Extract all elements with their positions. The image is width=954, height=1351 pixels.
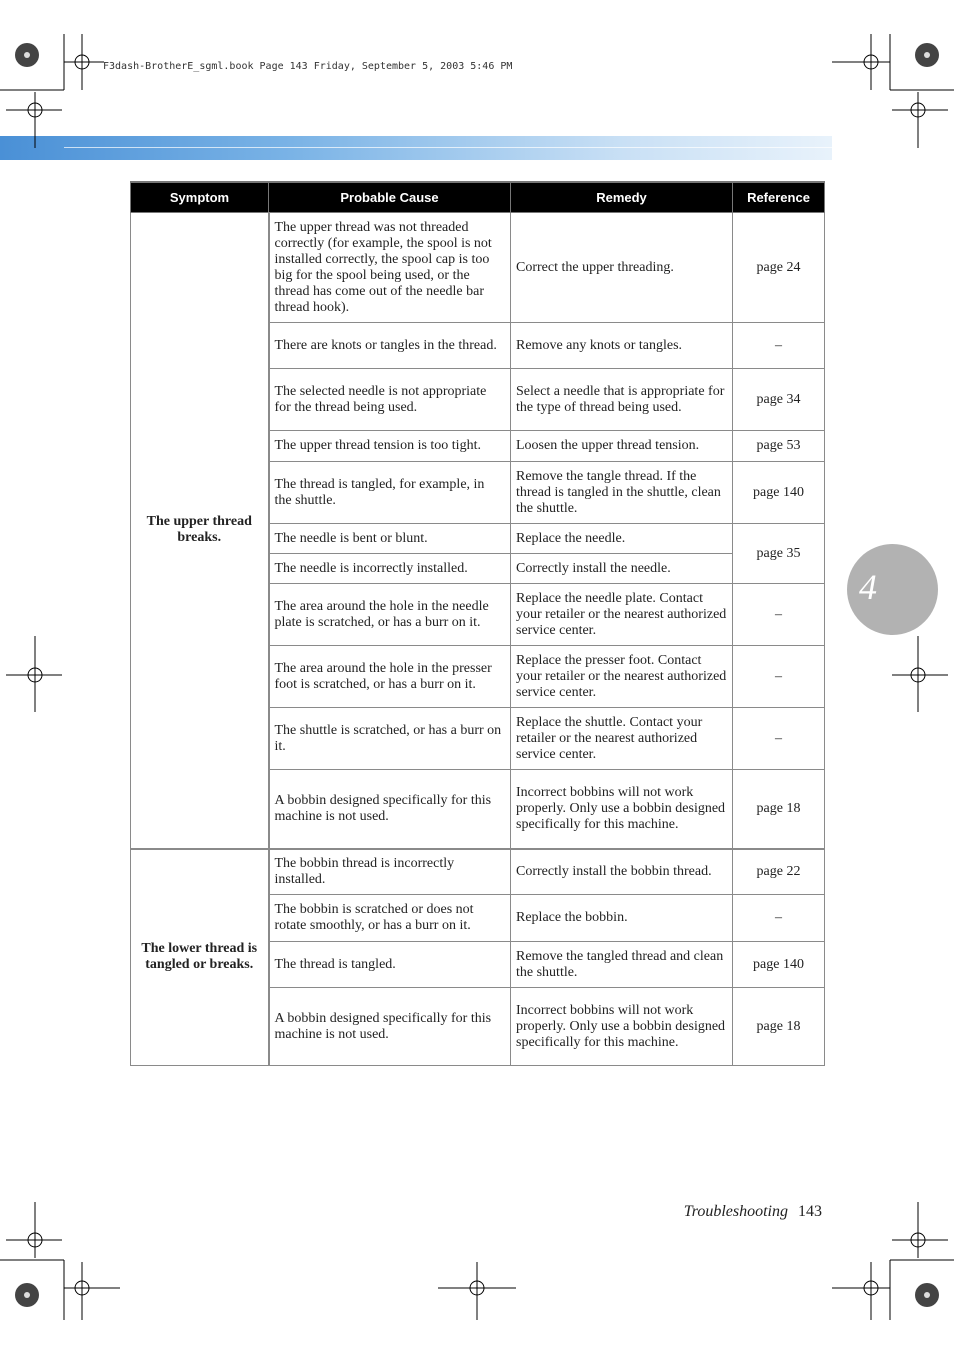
table-row bbox=[131, 213, 825, 323]
cause-cell: The area around the hole in the presser foot is scratched, or has a burr on it. bbox=[269, 646, 511, 708]
remedy-cell: Select a needle that is appropriate for the type of thread being used. bbox=[511, 369, 733, 431]
remedy-cell: Replace the needle. bbox=[511, 524, 733, 554]
remedy-cell: Incorrect bobbins will not work properly. Only use a bobbin designed specifically for this machine. bbox=[511, 988, 733, 1066]
reference-cell: – bbox=[733, 646, 825, 708]
reference-cell: page 22 bbox=[733, 849, 825, 895]
cause-cell: The upper thread was not threaded correctly (for example, the spool is not installed correctly, the spool cap is too big for the spool being used, or the thread has come out of the needle bar thread hook). bbox=[269, 213, 511, 323]
reference-cell: – bbox=[733, 708, 825, 770]
cause-cell: The needle is incorrectly installed. bbox=[269, 554, 511, 584]
remedy-cell: Correctly install the needle. bbox=[511, 554, 733, 584]
cause-cell: The shuttle is scratched, or has a burr on it. bbox=[269, 708, 511, 770]
remedy-cell: Remove any knots or tangles. bbox=[511, 323, 733, 369]
table-row bbox=[131, 849, 825, 895]
reference-cell: – bbox=[733, 323, 825, 369]
remedy-cell: Replace the needle plate. Contact your retailer or the nearest authorized service center. bbox=[511, 584, 733, 646]
header-probable-cause: Probable Cause bbox=[269, 182, 511, 213]
footer-page-number: 143 bbox=[798, 1203, 822, 1220]
reference-cell: – bbox=[733, 584, 825, 646]
remedy-cell: Loosen the upper thread tension. bbox=[511, 431, 733, 462]
cause-cell: The area around the hole in the needle plate is scratched, or has a burr on it. bbox=[269, 584, 511, 646]
remedy-cell: Remove the tangled thread and clean the shuttle. bbox=[511, 942, 733, 988]
cause-cell: A bobbin designed specifically for this machine is not used. bbox=[269, 770, 511, 849]
cause-cell: The thread is tangled, for example, in the shuttle. bbox=[269, 462, 511, 524]
symptom-cell: The lower thread is tangled or breaks. bbox=[131, 849, 269, 1066]
header-remedy: Remedy bbox=[511, 182, 733, 213]
reference-cell: – bbox=[733, 895, 825, 942]
remedy-cell: Correct the upper threading. bbox=[511, 213, 733, 323]
remedy-cell: Remove the tangle thread. If the thread is tangled in the shuttle, clean the shuttle. bbox=[511, 462, 733, 524]
reference-cell: page 24 bbox=[733, 213, 825, 323]
footer-section-title: Troubleshooting bbox=[683, 1203, 788, 1220]
cause-cell: The thread is tangled. bbox=[269, 942, 511, 988]
remedy-cell: Correctly install the bobbin thread. bbox=[511, 849, 733, 895]
chapter-tab bbox=[847, 544, 938, 635]
page-footer bbox=[684, 1203, 822, 1221]
cause-cell: The selected needle is not appropriate for the thread being used. bbox=[269, 369, 511, 431]
troubleshooting-table bbox=[130, 181, 825, 1066]
reference-cell: page 18 bbox=[733, 988, 825, 1066]
reference-cell: page 34 bbox=[733, 369, 825, 431]
printer-slug: F3dash-BrotherE_sgml.book Page 143 Friday, September 5, 2003 5:46 PM bbox=[103, 61, 513, 72]
remedy-cell: Replace the bobbin. bbox=[511, 895, 733, 942]
reference-cell: page 53 bbox=[733, 431, 825, 462]
reference-cell: page 35 bbox=[733, 524, 825, 584]
cause-cell: The bobbin is scratched or does not rotate smoothly, or has a burr on it. bbox=[269, 895, 511, 942]
table-header-row bbox=[131, 182, 825, 213]
reference-cell: page 140 bbox=[733, 462, 825, 524]
header-symptom: Symptom bbox=[131, 182, 269, 213]
reference-cell: page 18 bbox=[733, 770, 825, 849]
header-band bbox=[0, 136, 832, 160]
remedy-cell: Replace the presser foot. Contact your retailer or the nearest authorized service center. bbox=[511, 646, 733, 708]
cause-cell: There are knots or tangles in the thread. bbox=[269, 323, 511, 369]
cause-cell: The upper thread tension is too tight. bbox=[269, 431, 511, 462]
symptom-cell: The upper thread breaks. bbox=[131, 213, 269, 849]
remedy-cell: Incorrect bobbins will not work properly. Only use a bobbin designed specifically for this machine. bbox=[511, 770, 733, 849]
header-band-rule bbox=[64, 147, 832, 148]
header-reference: Reference bbox=[733, 182, 825, 213]
cause-cell: The bobbin thread is incorrectly installed. bbox=[269, 849, 511, 895]
remedy-cell: Replace the shuttle. Contact your retailer or the nearest authorized service center. bbox=[511, 708, 733, 770]
cause-cell: A bobbin designed specifically for this machine is not used. bbox=[269, 988, 511, 1066]
reference-cell: page 140 bbox=[733, 942, 825, 988]
chapter-number: 4 bbox=[859, 567, 877, 607]
cause-cell: The needle is bent or blunt. bbox=[269, 524, 511, 554]
